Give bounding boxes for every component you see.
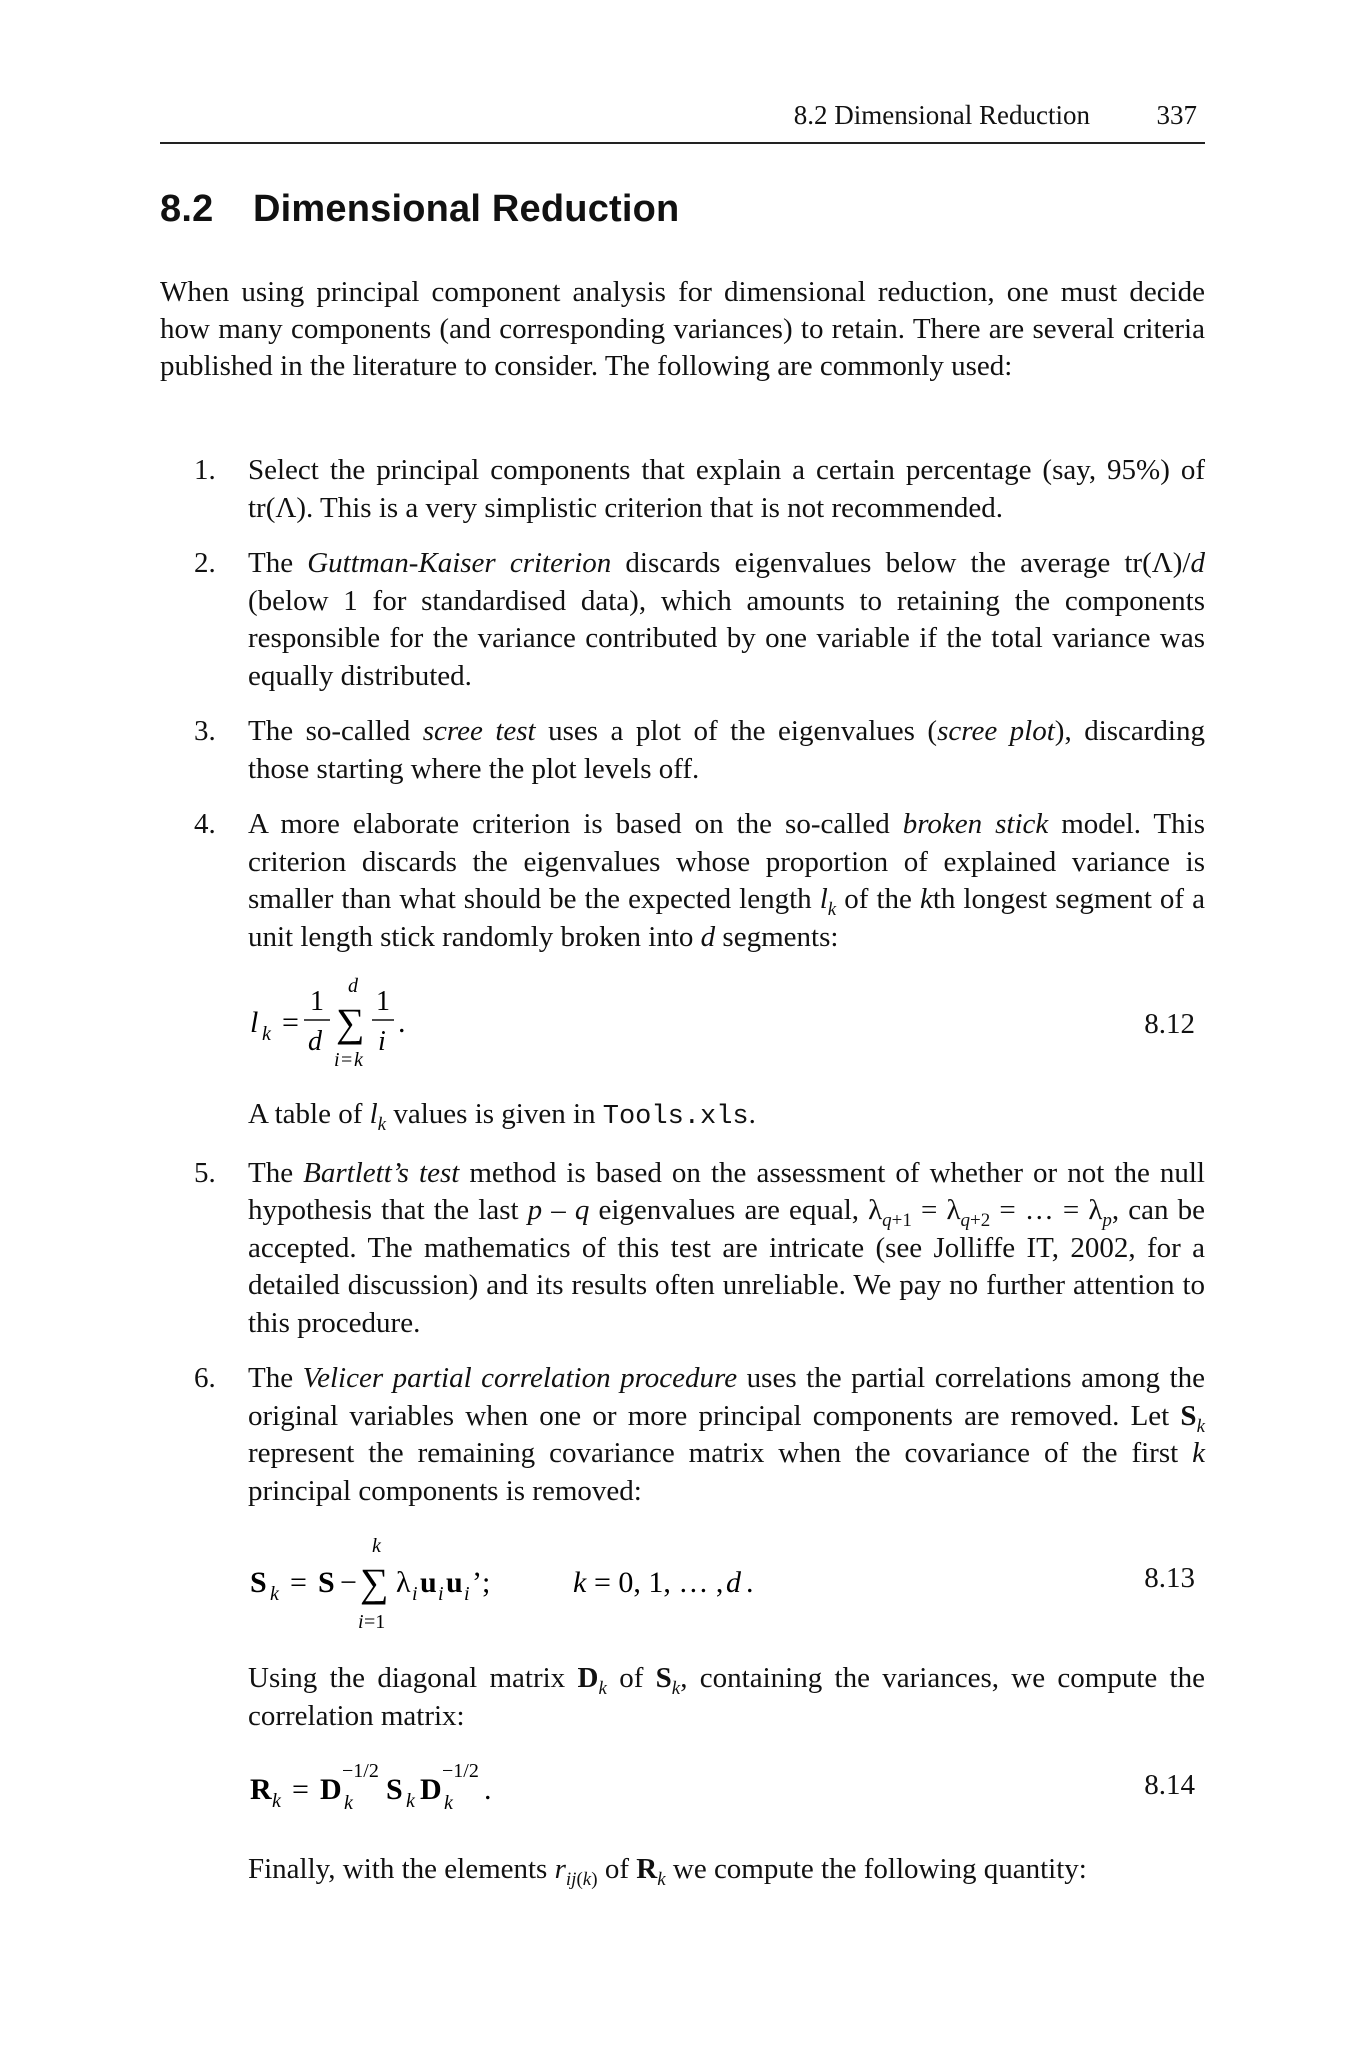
svg-text:∑: ∑ [336, 1000, 365, 1045]
svg-text:R: R [250, 1773, 272, 1806]
section-heading [160, 188, 679, 231]
svg-text:= 0, 1, … ,: = 0, 1, … , [594, 1566, 724, 1599]
svg-text:k: k [272, 1790, 281, 1812]
svg-text:k: k [573, 1566, 587, 1599]
svg-text:d: d [726, 1566, 741, 1599]
list-marker: 4. [194, 808, 216, 840]
list-item-4: 4. A more elaborate criterion is based on the so-called broken stick model. This criterion discards the eigenvalues whose proportion of explained variance is smaller than what should be the expected length $l_k$ of the kth longest segment of a unit length stick randomly broken into d segments: l k = 1 d d ∑ i = k 1 i . 8.12 A table of $l_k$ values is given in Tools.xls. [194, 808, 1205, 1135]
svg-text:i: i [438, 1583, 444, 1605]
list-marker: 6. [194, 1362, 216, 1394]
equation-8-13-formula [248, 1530, 808, 1640]
equation-number: 8.12 [1144, 1008, 1195, 1040]
running-head [160, 100, 1205, 144]
svg-text:=: = [282, 1006, 299, 1039]
equation-number: 8.13 [1144, 1562, 1195, 1594]
list-item-1: 1. Select the principal components that explain a certain percentage (say, 95%) of tr(Λ). This is a very simplistic criterion that is not recommended. [194, 454, 1205, 524]
svg-text:k: k [270, 1583, 279, 1605]
svg-text:u: u [420, 1566, 437, 1599]
svg-text:=: = [341, 1049, 353, 1071]
running-head-title: 8.2 Dimensional Reduction [793, 100, 1090, 130]
criteria-list [160, 452, 1205, 1907]
svg-text:.: . [484, 1773, 492, 1806]
svg-text:k: k [344, 1792, 353, 1814]
svg-text:S: S [386, 1773, 403, 1806]
equation-8-12-formula [248, 966, 448, 1086]
svg-text:∑: ∑ [360, 1560, 389, 1605]
final-paragraph: Finally, with the elements $r_{ij(k)}$ of $R_k$ we compute the following quantity: [248, 1853, 1087, 1890]
diagonal-matrix-paragraph: Using the diagonal matrix $D_k$ of $S_k$, containing the variances, we compute the correlation matrix: [248, 1662, 1205, 1732]
svg-text:i: i [358, 1611, 364, 1633]
list-item-6: 6. The Velicer partial correlation procedure uses the partial correlations among the original variables when one or more principal components are removed. Let $S_k$ represent the remaining covariance matrix when the covariance of the first k principal components is removed: S k = S − k ∑ i =1 λ i u i u i ’; k = 0, 1, … , d . 8.13 Using the diagonal matrix $D_k$ of $S_k$, containing the variances, we compute the correlation matrix: R k = D −1/2 k S k D −1/2 k . 8.14 Finally, with the elements $r_{ij(k)}$ of $R_k$ we compute the following quantity: [194, 1362, 1206, 1890]
svg-text:.: . [398, 1006, 406, 1039]
page-number: 337 [1156, 100, 1197, 130]
svg-text:1: 1 [376, 986, 390, 1017]
svg-text:k: k [406, 1790, 415, 1812]
equation-8-13 [248, 1530, 1205, 1640]
file-reference: Tools.xls [602, 1102, 749, 1132]
svg-text:=: = [290, 1566, 307, 1599]
svg-text:=: = [292, 1773, 309, 1806]
svg-text:u: u [446, 1566, 463, 1599]
svg-text:.: . [746, 1566, 754, 1599]
equation-number: 8.14 [1144, 1769, 1195, 1801]
section-title: Dimensional Reduction [253, 188, 680, 230]
svg-text:−: − [340, 1566, 357, 1599]
section-number: 8.2 [160, 188, 214, 230]
svg-text:’;: ’; [472, 1566, 491, 1599]
list-item-2: 2. The Guttman-Kaiser criterion discards eigenvalues below the average tr(Λ)/d (below 1 for standardised data), which amounts to retaining the components responsible for the variance contributed by one variable if the total variance was equally distributed. [194, 547, 1205, 692]
svg-text:−1/2: −1/2 [442, 1760, 479, 1782]
list-marker: 1. [194, 454, 216, 486]
svg-text:D: D [320, 1773, 342, 1806]
svg-text:i: i [334, 1049, 340, 1071]
svg-text:−1/2: −1/2 [342, 1760, 379, 1782]
svg-text:d: d [348, 975, 358, 997]
svg-text:k: k [354, 1049, 363, 1071]
svg-text:i: i [378, 1026, 386, 1057]
svg-text:λ: λ [396, 1566, 411, 1599]
equation-8-14-formula [248, 1747, 588, 1833]
equation-8-14 [248, 1747, 1205, 1833]
equation-8-12 [248, 966, 1205, 1086]
svg-text:D: D [420, 1773, 442, 1806]
list-item-5: 5. The Bartlett’s test method is based on the assessment of whether or not the null hypothesis that the last p – q eigenvalues are equal, $\lambda_{q+1} = \lambda_{q+2}$ = … = $\lambda_p$, can be accepted. The mathematics of this test are intricate (see Jolliffe IT, 2002, for a detailed discussion) and its results often unreliable. We pay no further attention to this procedure. [194, 1156, 1205, 1339]
svg-text:k: k [372, 1535, 381, 1557]
svg-text:d: d [308, 1026, 322, 1057]
svg-text:l: l [250, 1006, 259, 1039]
svg-text:k: k [262, 1023, 271, 1045]
list-item-3: 3. The so-called scree test uses a plot of the eigenvalues (scree plot), discarding those starting where the plot levels off. [194, 715, 1205, 785]
list-marker: 3. [194, 715, 216, 747]
svg-text:=1: =1 [364, 1611, 386, 1633]
svg-text:i: i [412, 1583, 418, 1605]
list-marker: 5. [194, 1156, 216, 1189]
list-marker: 2. [194, 547, 216, 579]
svg-text:i: i [464, 1583, 470, 1605]
svg-text:S: S [250, 1566, 267, 1599]
intro-paragraph: When using principal component analysis for dimensional reduction, one must decide how many components (and corresponding variances) to retain. There are several criteria published in the literature to consider. The following are commonly used: [160, 276, 1205, 382]
svg-text:S: S [318, 1566, 335, 1599]
svg-text:k: k [444, 1792, 453, 1814]
svg-text:1: 1 [310, 986, 324, 1017]
